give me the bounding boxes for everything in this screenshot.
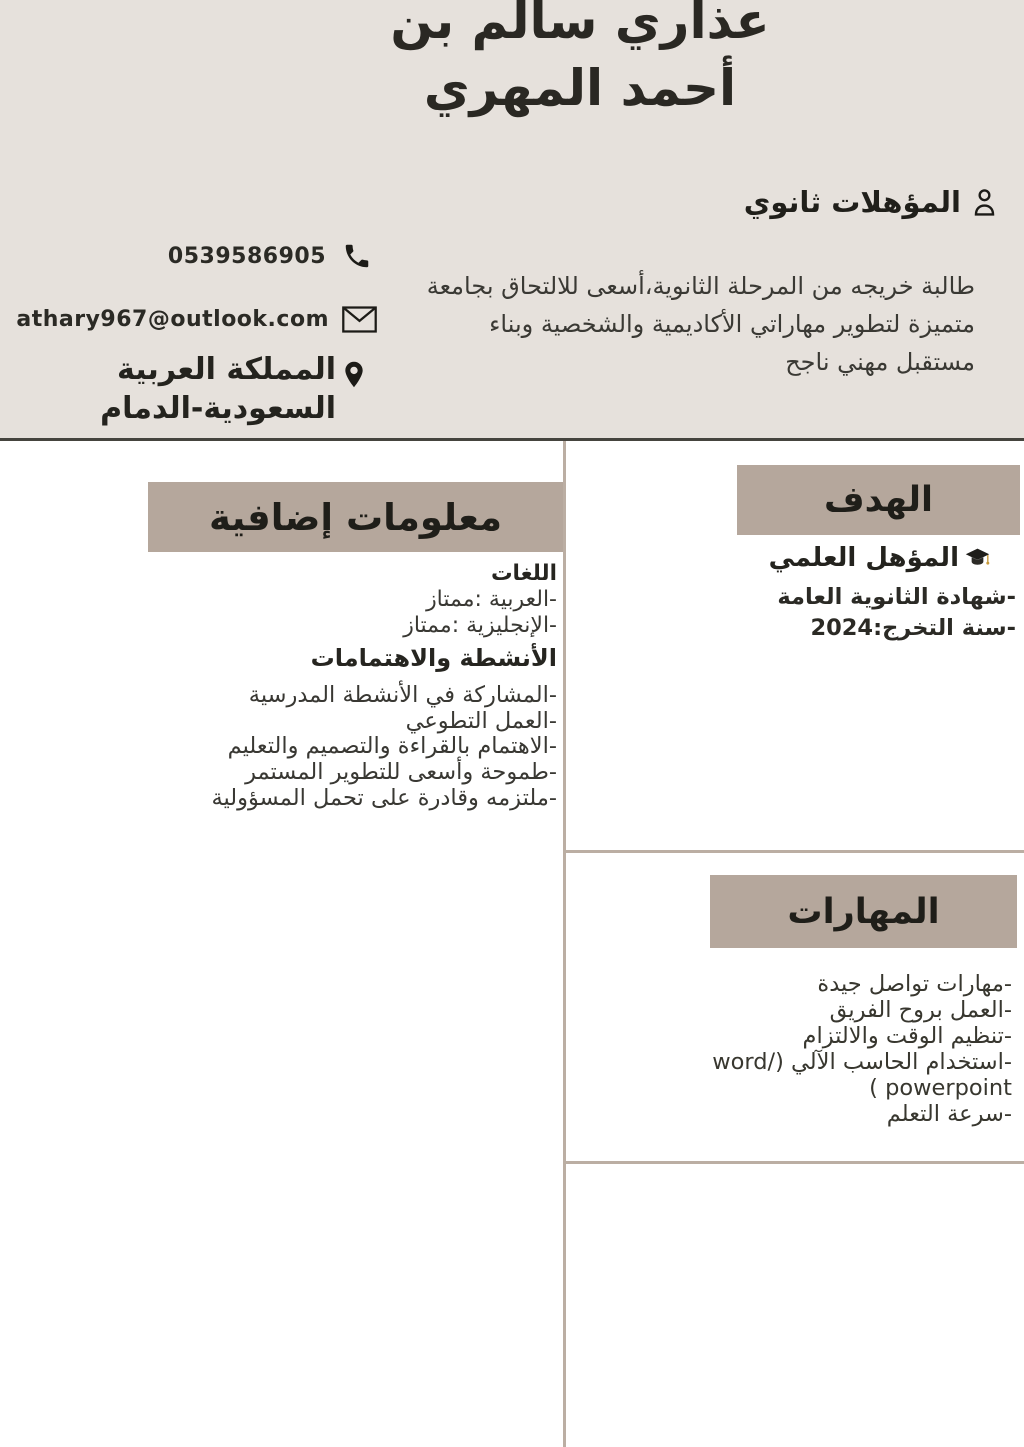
qualifications-title: المؤهلات ثانوي xyxy=(743,185,961,219)
location-row xyxy=(100,350,367,428)
mail-icon xyxy=(341,304,378,335)
email-address: athary967@outlook.com xyxy=(16,307,329,332)
languages-heading: اللغات xyxy=(490,561,557,586)
skills-title: المهارات xyxy=(787,891,940,932)
skill-item: -تنظيم الوقت والالتزام xyxy=(802,1023,1012,1049)
activities-heading: الأنشطة والاهتمامات xyxy=(310,643,557,672)
objective-items xyxy=(600,582,1016,643)
objective-header-bar xyxy=(737,465,1020,535)
additional-info-title: معلومات إضافية xyxy=(208,495,503,539)
activity-item: -ملتزمه وقادرة على تحمل المسؤولية xyxy=(211,784,557,811)
qualifications-heading xyxy=(744,185,998,219)
language-item: -العربية :ممتاز xyxy=(426,587,557,612)
skill-item: -سرعة التعلم xyxy=(886,1101,1012,1127)
location-pin-icon xyxy=(341,360,367,396)
activity-item: -طموحة وأسعى للتطوير المستمر xyxy=(245,758,557,785)
objective-item: -شهادة الثانوية العامة xyxy=(777,584,1016,610)
phone-icon xyxy=(342,241,372,271)
phone-number: 0539586905 xyxy=(167,243,326,269)
candidate-name-line2: أحمد المهري xyxy=(423,59,737,117)
profile-summary: طالبة خريجه من المرحلة الثانوية،أسعى للالتحاق بجامعة متميزة لتطوير مهاراتي الأكاديمية والشخصية وبناء مستقبل مهني ناجح xyxy=(426,272,975,376)
skills-list xyxy=(600,971,1012,1127)
skill-item: -العمل بروح الفريق xyxy=(829,997,1012,1023)
language-item: -الإنجليزية :ممتاز xyxy=(403,613,557,639)
education-heading: المؤهل العلمي xyxy=(768,543,959,573)
skills-header-bar xyxy=(710,875,1017,948)
activity-item: -المشاركة في الأنشطة المدرسية xyxy=(248,681,557,708)
email-row xyxy=(16,304,378,335)
candidate-name xyxy=(160,0,1000,122)
person-icon xyxy=(971,187,998,218)
objective-content xyxy=(600,543,1016,643)
activities-list xyxy=(0,683,557,812)
graduation-cap-icon xyxy=(965,546,990,570)
objective-item: -سنة التخرج:2024 xyxy=(810,614,1016,641)
location-line1: المملكة العربية xyxy=(117,352,336,387)
header-section xyxy=(0,0,1024,441)
skills-bottom-divider xyxy=(563,1161,1024,1164)
skills-content xyxy=(600,971,1012,1127)
education-heading-row xyxy=(600,543,990,573)
additional-info-content xyxy=(0,560,557,811)
additional-info-header-bar xyxy=(148,482,563,552)
objective-skills-divider xyxy=(563,850,1024,853)
skill-item: -مهارات تواصل جيدة xyxy=(817,971,1012,997)
candidate-name-line1: عذاري سالم بن xyxy=(390,0,770,50)
languages-list xyxy=(0,587,557,640)
location-line2: السعودية-الدمام xyxy=(100,391,336,426)
objective-title: الهدف xyxy=(823,480,934,520)
activity-item: -العمل التطوعي xyxy=(405,707,557,734)
skill-item: -استخدام الحاسب الآلي (word/ powerpoint ) xyxy=(712,1049,1012,1101)
phone-row xyxy=(168,241,372,271)
activity-item: -الاهتمام بالقراءة والتصميم والتعليم xyxy=(227,733,557,760)
vertical-divider xyxy=(563,441,566,1447)
location-text xyxy=(100,350,336,428)
